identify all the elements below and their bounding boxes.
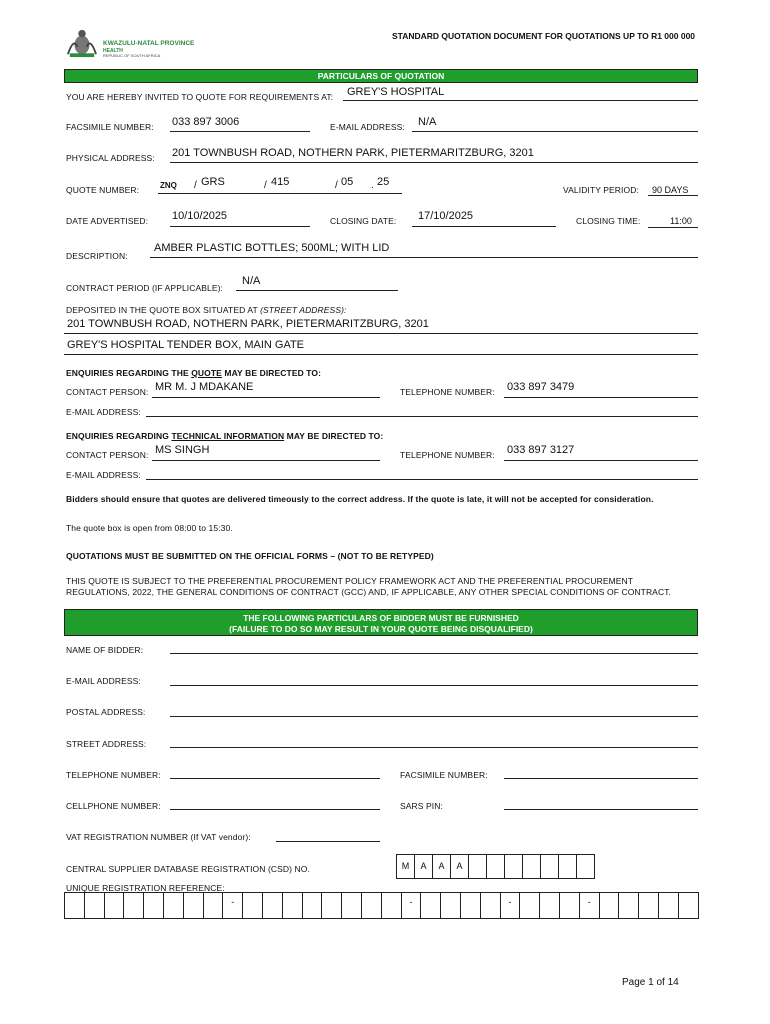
enquiries-tech-heading-b: TECHNICAL INFORMATION <box>171 431 285 441</box>
csd-cell[interactable] <box>558 854 577 879</box>
bidder-vat-label: VAT REGISTRATION NUMBER (If VAT vendor): <box>66 832 251 842</box>
validity-line <box>648 195 698 196</box>
logo-province: KWAZULU-NATAL PROVINCE <box>103 40 195 47</box>
unique-ref-cell[interactable] <box>104 892 125 919</box>
unique-ref-cell[interactable] <box>480 892 501 919</box>
unique-ref-cell[interactable] <box>678 892 699 919</box>
bidder-bar <box>64 609 698 636</box>
bidder-fax-label: FACSIMILE NUMBER: <box>400 770 488 780</box>
quote-part1: GRS <box>201 176 225 188</box>
unique-ref-cell[interactable] <box>420 892 441 919</box>
bidder-name-label: NAME OF BIDDER: <box>66 645 144 655</box>
quote-sep3: / <box>335 180 338 191</box>
bidder-bar-line2: (FAILURE TO DO SO MAY RESULT IN YOUR QUOTE BEING DISQUALIFIED) <box>229 624 533 634</box>
csd-cell[interactable] <box>522 854 541 879</box>
enquiries-quote-heading-c: MAY BE DIRECTED TO: <box>221 368 322 378</box>
closing-time-line <box>648 227 698 228</box>
bidder-tel-label: TELEPHONE NUMBER: <box>66 770 161 780</box>
unique-ref-cell[interactable] <box>321 892 342 919</box>
fax-line <box>170 131 310 132</box>
tel-value: 033 897 3479 <box>507 381 575 393</box>
enquiries-quote-heading-b: QUOTE <box>191 368 222 378</box>
quote-line <box>158 193 402 194</box>
quote-label: QUOTE NUMBER: <box>66 185 140 195</box>
unique-ref-cell[interactable] <box>123 892 144 919</box>
csd-cell[interactable] <box>576 854 595 879</box>
csd-cell: M <box>396 854 415 879</box>
unique-ref-cell[interactable] <box>460 892 481 919</box>
enquiries-tech-heading-a: ENQUIRIES REGARDING <box>66 431 172 441</box>
unique-ref-cell[interactable] <box>282 892 303 919</box>
contract-value: N/A <box>242 275 261 287</box>
unique-ref-cell[interactable] <box>599 892 620 919</box>
tech-email-label: E-MAIL ADDRESS: <box>66 470 141 480</box>
bidder-fax-field[interactable] <box>504 778 698 779</box>
bidder-bar-line1: THE FOLLOWING PARTICULARS OF BIDDER MUST BE FURNISHED <box>243 613 519 623</box>
official-forms-note: QUOTATIONS MUST BE SUBMITTED ON THE OFFICIAL FORMS – (NOT TO BE RETYPED) <box>66 551 434 561</box>
tech-tel-label: TELEPHONE NUMBER: <box>400 450 495 460</box>
csd-cell[interactable] <box>540 854 559 879</box>
closing-date-label: CLOSING DATE: <box>330 216 397 226</box>
quote-sep1: / <box>194 180 197 191</box>
physical-line <box>170 162 698 163</box>
unique-ref-cell[interactable] <box>262 892 283 919</box>
deposit-line2-value: GREY'S HOSPITAL TENDER BOX, MAIN GATE <box>67 339 305 351</box>
email-label: E-MAIL ADDRESS: <box>330 122 405 132</box>
logo-dept: HEALTH <box>103 48 123 54</box>
unique-ref-cell[interactable] <box>559 892 580 919</box>
deposit-label <box>66 305 347 315</box>
contact-line <box>152 397 380 398</box>
fax-value: 033 897 3006 <box>172 116 240 128</box>
bidder-postal-label: POSTAL ADDRESS: <box>66 707 146 717</box>
enquiries-tech-heading <box>66 431 383 441</box>
email-value: N/A <box>418 116 437 128</box>
bidder-email-label: E-MAIL ADDRESS: <box>66 676 141 686</box>
quote-sep2: / <box>264 180 267 191</box>
unique-ref-cell[interactable] <box>64 892 85 919</box>
logo <box>63 28 213 62</box>
deposit-label-italic: (STREET ADDRESS): <box>260 305 347 315</box>
document-title: STANDARD QUOTATION DOCUMENT FOR QUOTATIONS UP TO R1 000 000 <box>392 31 696 41</box>
deposit-line1 <box>64 333 698 334</box>
subject-line1: THIS QUOTE IS SUBJECT TO THE PREFERENTIAL PROCUREMENT POLICY FRAMEWORK ACT AND THE PREFERENTIAL PROCUREMENT <box>66 576 634 586</box>
description-label: DESCRIPTION: <box>66 251 128 261</box>
unique-ref-cell[interactable] <box>143 892 164 919</box>
tech-tel-value: 033 897 3127 <box>507 444 575 456</box>
deposit-label-text: DEPOSITED IN THE QUOTE BOX SITUATED AT <box>66 305 258 315</box>
bidder-name-field[interactable] <box>170 653 698 654</box>
enquiries-quote-heading <box>66 368 321 378</box>
csd-cell[interactable] <box>504 854 523 879</box>
enquiries-tech-heading-c: MAY BE DIRECTED TO: <box>284 431 384 441</box>
unique-ref-cell: - <box>222 892 243 919</box>
tech-contact-value: MS SINGH <box>155 444 210 456</box>
invite-value: GREY'S HOSPITAL <box>347 86 445 98</box>
description-line <box>150 257 698 258</box>
unique-ref-cell: - <box>401 892 422 919</box>
tel-line <box>504 397 698 398</box>
enquiries-quote-heading-a: ENQUIRIES REGARDING THE <box>66 368 192 378</box>
contact-label: CONTACT PERSON: <box>66 387 149 397</box>
quote-part3: 05 <box>341 176 354 188</box>
unique-ref-cell[interactable] <box>658 892 679 919</box>
contract-label: CONTRACT PERIOD (IF APPLICABLE): <box>66 283 224 293</box>
deposit-line1-value: 201 TOWNBUSH ROAD, NOTHERN PARK, PIETERMARITZBURG, 3201 <box>67 318 429 330</box>
advertised-label: DATE ADVERTISED: <box>66 216 149 226</box>
quote-prefix: ZNQ <box>160 181 177 190</box>
tel-label: TELEPHONE NUMBER: <box>400 387 495 397</box>
unique-ref-cell[interactable] <box>302 892 323 919</box>
description-value: AMBER PLASTIC BOTTLES; 500ML; WITH LID <box>154 242 390 254</box>
unique-ref-cell[interactable] <box>440 892 461 919</box>
csd-cell[interactable] <box>468 854 487 879</box>
unique-ref-cell[interactable] <box>638 892 659 919</box>
box-open-note: The quote box is open from 08:00 to 15:30. <box>66 523 233 533</box>
tech-email-line <box>146 479 698 480</box>
unique-ref-cell[interactable] <box>539 892 560 919</box>
validity-label: VALIDITY PERIOD: <box>563 185 639 195</box>
email-line <box>412 131 698 132</box>
unique-ref-cell[interactable] <box>361 892 382 919</box>
bidder-vat-field[interactable] <box>276 841 380 842</box>
bidder-street-label: STREET ADDRESS: <box>66 739 147 749</box>
unique-ref-label: UNIQUE REGISTRATION REFERENCE: <box>66 883 225 893</box>
unique-ref-cell[interactable] <box>341 892 362 919</box>
invite-line <box>343 100 698 101</box>
deposit-line2 <box>64 354 698 355</box>
advertised-line <box>170 226 310 227</box>
invite-label: YOU ARE HEREBY INVITED TO QUOTE FOR REQUIREMENTS AT: <box>66 92 334 102</box>
bidder-sars-label: SARS PIN: <box>400 801 443 811</box>
logo-republic: REPUBLIC OF SOUTH AFRICA <box>103 53 161 58</box>
contract-line <box>236 290 398 291</box>
bidder-sars-field[interactable] <box>504 809 698 810</box>
bidder-cell-field[interactable] <box>170 809 380 810</box>
physical-label: PHYSICAL ADDRESS: <box>66 153 155 163</box>
bidder-csd-label: CENTRAL SUPPLIER DATABASE REGISTRATION (CSD) NO. <box>66 864 310 874</box>
page-number: Page 1 of 14 <box>622 977 679 988</box>
closing-date-value: 17/10/2025 <box>418 210 474 222</box>
particulars-bar: PARTICULARS OF QUOTATION <box>64 69 698 83</box>
advertised-value: 10/10/2025 <box>172 210 228 222</box>
validity-value: 90 DAYS <box>652 185 689 195</box>
subject-line2: REGULATIONS, 2022, THE GENERAL CONDITIONS OF CONTRACT (GCC) AND, IF APPLICABLE, ANY OTHER SPECIAL CONDITIONS OF CONTRACT. <box>66 587 672 597</box>
unique-ref-cell: - <box>500 892 521 919</box>
closing-date-line <box>412 226 556 227</box>
tech-contact-label: CONTACT PERSON: <box>66 450 149 460</box>
quote-sep4: . <box>371 180 374 191</box>
csd-cell: A <box>450 854 469 879</box>
enquiries-email-label: E-MAIL ADDRESS: <box>66 407 141 417</box>
unique-ref-cell[interactable] <box>84 892 105 919</box>
bidder-cell-label: CELLPHONE NUMBER: <box>66 801 161 811</box>
bidder-email-field[interactable] <box>170 685 698 686</box>
csd-cell: A <box>432 854 451 879</box>
unique-ref-cell[interactable] <box>163 892 184 919</box>
unique-ref-cell[interactable] <box>618 892 639 919</box>
closing-time-value: 11:00 <box>670 216 692 226</box>
unique-ref-cell[interactable] <box>242 892 263 919</box>
bidder-tel-field[interactable] <box>170 778 380 779</box>
bidder-postal-field[interactable] <box>170 716 698 717</box>
unique-ref-cell[interactable] <box>519 892 540 919</box>
coat-of-arms-icon <box>63 28 101 58</box>
quote-part2: 415 <box>271 176 290 188</box>
quote-part4: 25 <box>377 176 390 188</box>
unique-ref-cell[interactable] <box>381 892 402 919</box>
enquiries-email-line <box>146 416 698 417</box>
unique-ref-cell[interactable] <box>183 892 204 919</box>
csd-cell: A <box>414 854 433 879</box>
closing-time-label: CLOSING TIME: <box>576 216 641 226</box>
tech-tel-line <box>504 460 698 461</box>
unique-ref-cell: - <box>579 892 600 919</box>
unique-ref-cell[interactable] <box>203 892 224 919</box>
tech-contact-line <box>152 460 380 461</box>
late-note: Bidders should ensure that quotes are delivered timeously to the correct address. If the quote is late, it will not be accepted for consideration. <box>66 494 654 504</box>
fax-label: FACSIMILE NUMBER: <box>66 122 154 132</box>
contact-value: MR M. J MDAKANE <box>155 381 254 393</box>
csd-cell[interactable] <box>486 854 505 879</box>
physical-value: 201 TOWNBUSH ROAD, NOTHERN PARK, PIETERMARITZBURG, 3201 <box>172 147 534 159</box>
bidder-street-field[interactable] <box>170 747 698 748</box>
